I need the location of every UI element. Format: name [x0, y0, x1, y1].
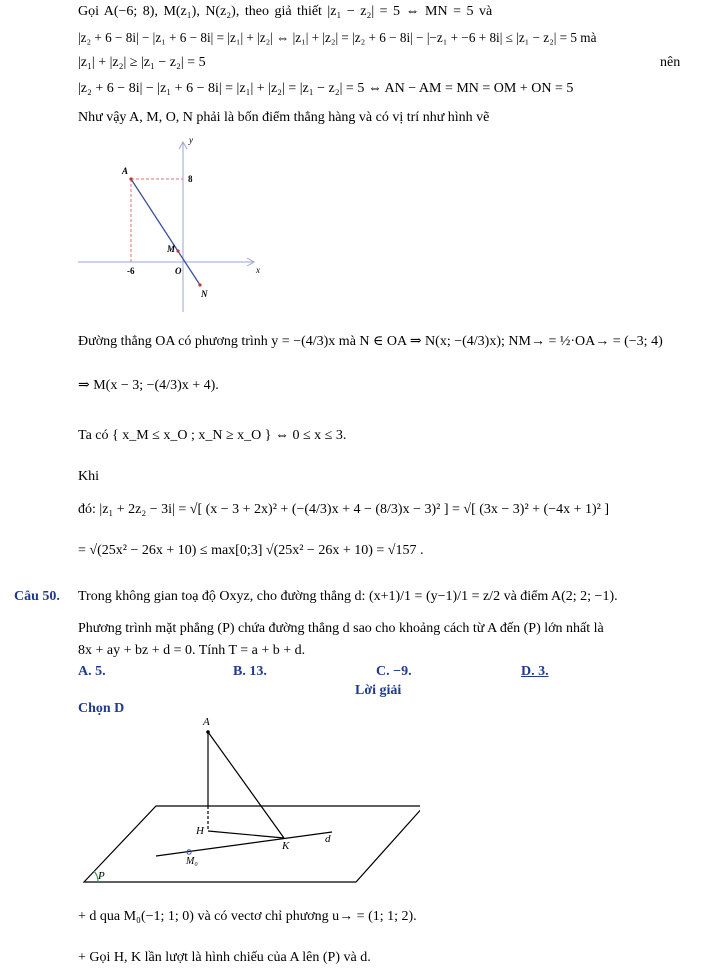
figure-plane-projection	[80, 714, 420, 884]
line-4: |z₂ + 6 − 8i| − |z₁ + 6 − 8i| = |z₁| + |z₂| = |z₁ − z₂| = 5 ⇔ AN − AM = MN = OM + ON = 5	[78, 81, 574, 96]
option-c: C. −9.	[376, 664, 412, 679]
label-N: N	[201, 289, 208, 299]
label-M0: M₀	[186, 856, 198, 867]
line-7: ⇒ M(x − 3; −(4/3)x + 4).	[78, 378, 219, 393]
plane-P	[84, 806, 420, 882]
line-11: = √(25x² − 26x + 10) ≤ max[0;3] √(25x² − 26x + 10) = √157 .	[78, 543, 424, 558]
option-d: D. 3.	[521, 664, 549, 679]
line-3a: |z₁| + |z₂| ≥ |z₁ − z₂| = 5	[78, 55, 206, 70]
solution-title: Lời giải	[355, 683, 402, 698]
label-y: y	[189, 135, 193, 145]
line-d	[156, 832, 332, 856]
point-A3	[206, 730, 210, 734]
label-M: M	[167, 244, 176, 254]
line-10: đó: |z₁ + 2z₂ − 3i| = √[ (x − 3 + 2x)² + (−(4/3)x + 4 − (8/3)x − 3)² ] = √[ (3x − 3)² + (−4x + 1)² ]	[78, 502, 610, 517]
label-x: x	[256, 265, 260, 275]
label-H: H	[196, 825, 204, 837]
figure-points-on-line	[72, 134, 272, 314]
question-line-3: 8x + ay + bz + d = 0. Tính T = a + b + d.	[78, 643, 306, 658]
option-b: B. 13.	[233, 664, 267, 679]
line-2: |z₂ + 6 − 8i| − |z₁ + 6 − 8i| = |z₁| + |z₂| ⇔ |z₁| + |z₂| = |z₂ + 6 − 8i| − |−z₁ + −6 + 8i| ≤ |z₁ − z₂| = 5 mà	[78, 30, 597, 45]
label-d: d	[325, 833, 331, 845]
solution-line-1: + d qua M₀(−1; 1; 0) và có vectơ chỉ phương u→ = (1; 1; 2).	[78, 909, 417, 924]
point-N	[198, 283, 201, 286]
label-minus-6: -6	[127, 266, 135, 276]
line-8: Ta có { x_M ≤ x_O ; x_N ≥ x_O } ⇔ 0 ≤ x ≤ 3.	[78, 428, 347, 443]
label-O: O	[175, 266, 182, 276]
line-AN	[131, 179, 200, 285]
question-line-1: Trong không gian toạ độ Oxyz, cho đường thẳng d: (x+1)/1 = (y−1)/1 = z/2 và điểm A(2; 2; −1).	[78, 589, 618, 604]
question-line-2: Phương trình mặt phẳng (P) chứa đường thẳng d sao cho khoảng cách từ A đến (P) lớn nhất là	[78, 621, 604, 636]
solution-line-2: + Gọi H, K lần lượt là hình chiếu của A lên (P) và d.	[78, 950, 371, 965]
line-3b: nên	[660, 55, 681, 70]
segment-AK	[208, 732, 284, 838]
point-M	[176, 249, 179, 252]
chosen-answer: Chọn D	[78, 701, 125, 716]
label-8: 8	[188, 174, 193, 184]
line-5: Như vậy A, M, O, N phải là bốn điểm thẳng hàng và có vị trí như hình vẽ	[78, 110, 490, 125]
label-A: A	[122, 166, 129, 176]
line-6: Đường thẳng OA có phương trình y = −(4/3)x mà N ∈ OA ⇒ N(x; −(4/3)x); NM→ = ½·OA→ = (−3; 4)	[78, 334, 663, 349]
label-K: K	[282, 840, 290, 852]
point-A	[129, 177, 132, 180]
line-9: Khi	[78, 469, 99, 484]
question-label: Câu 50.	[14, 589, 60, 604]
option-a: A. 5.	[78, 664, 106, 679]
segment-HK	[208, 831, 284, 838]
line-1: Gọi A(−6; 8), M(z₁), N(z₂), theo giả thiết |z₁ − z₂| = 5 ⇔ MN = 5 và	[78, 4, 493, 19]
label-P: P	[98, 870, 105, 882]
label-A-3d: A	[203, 716, 210, 728]
